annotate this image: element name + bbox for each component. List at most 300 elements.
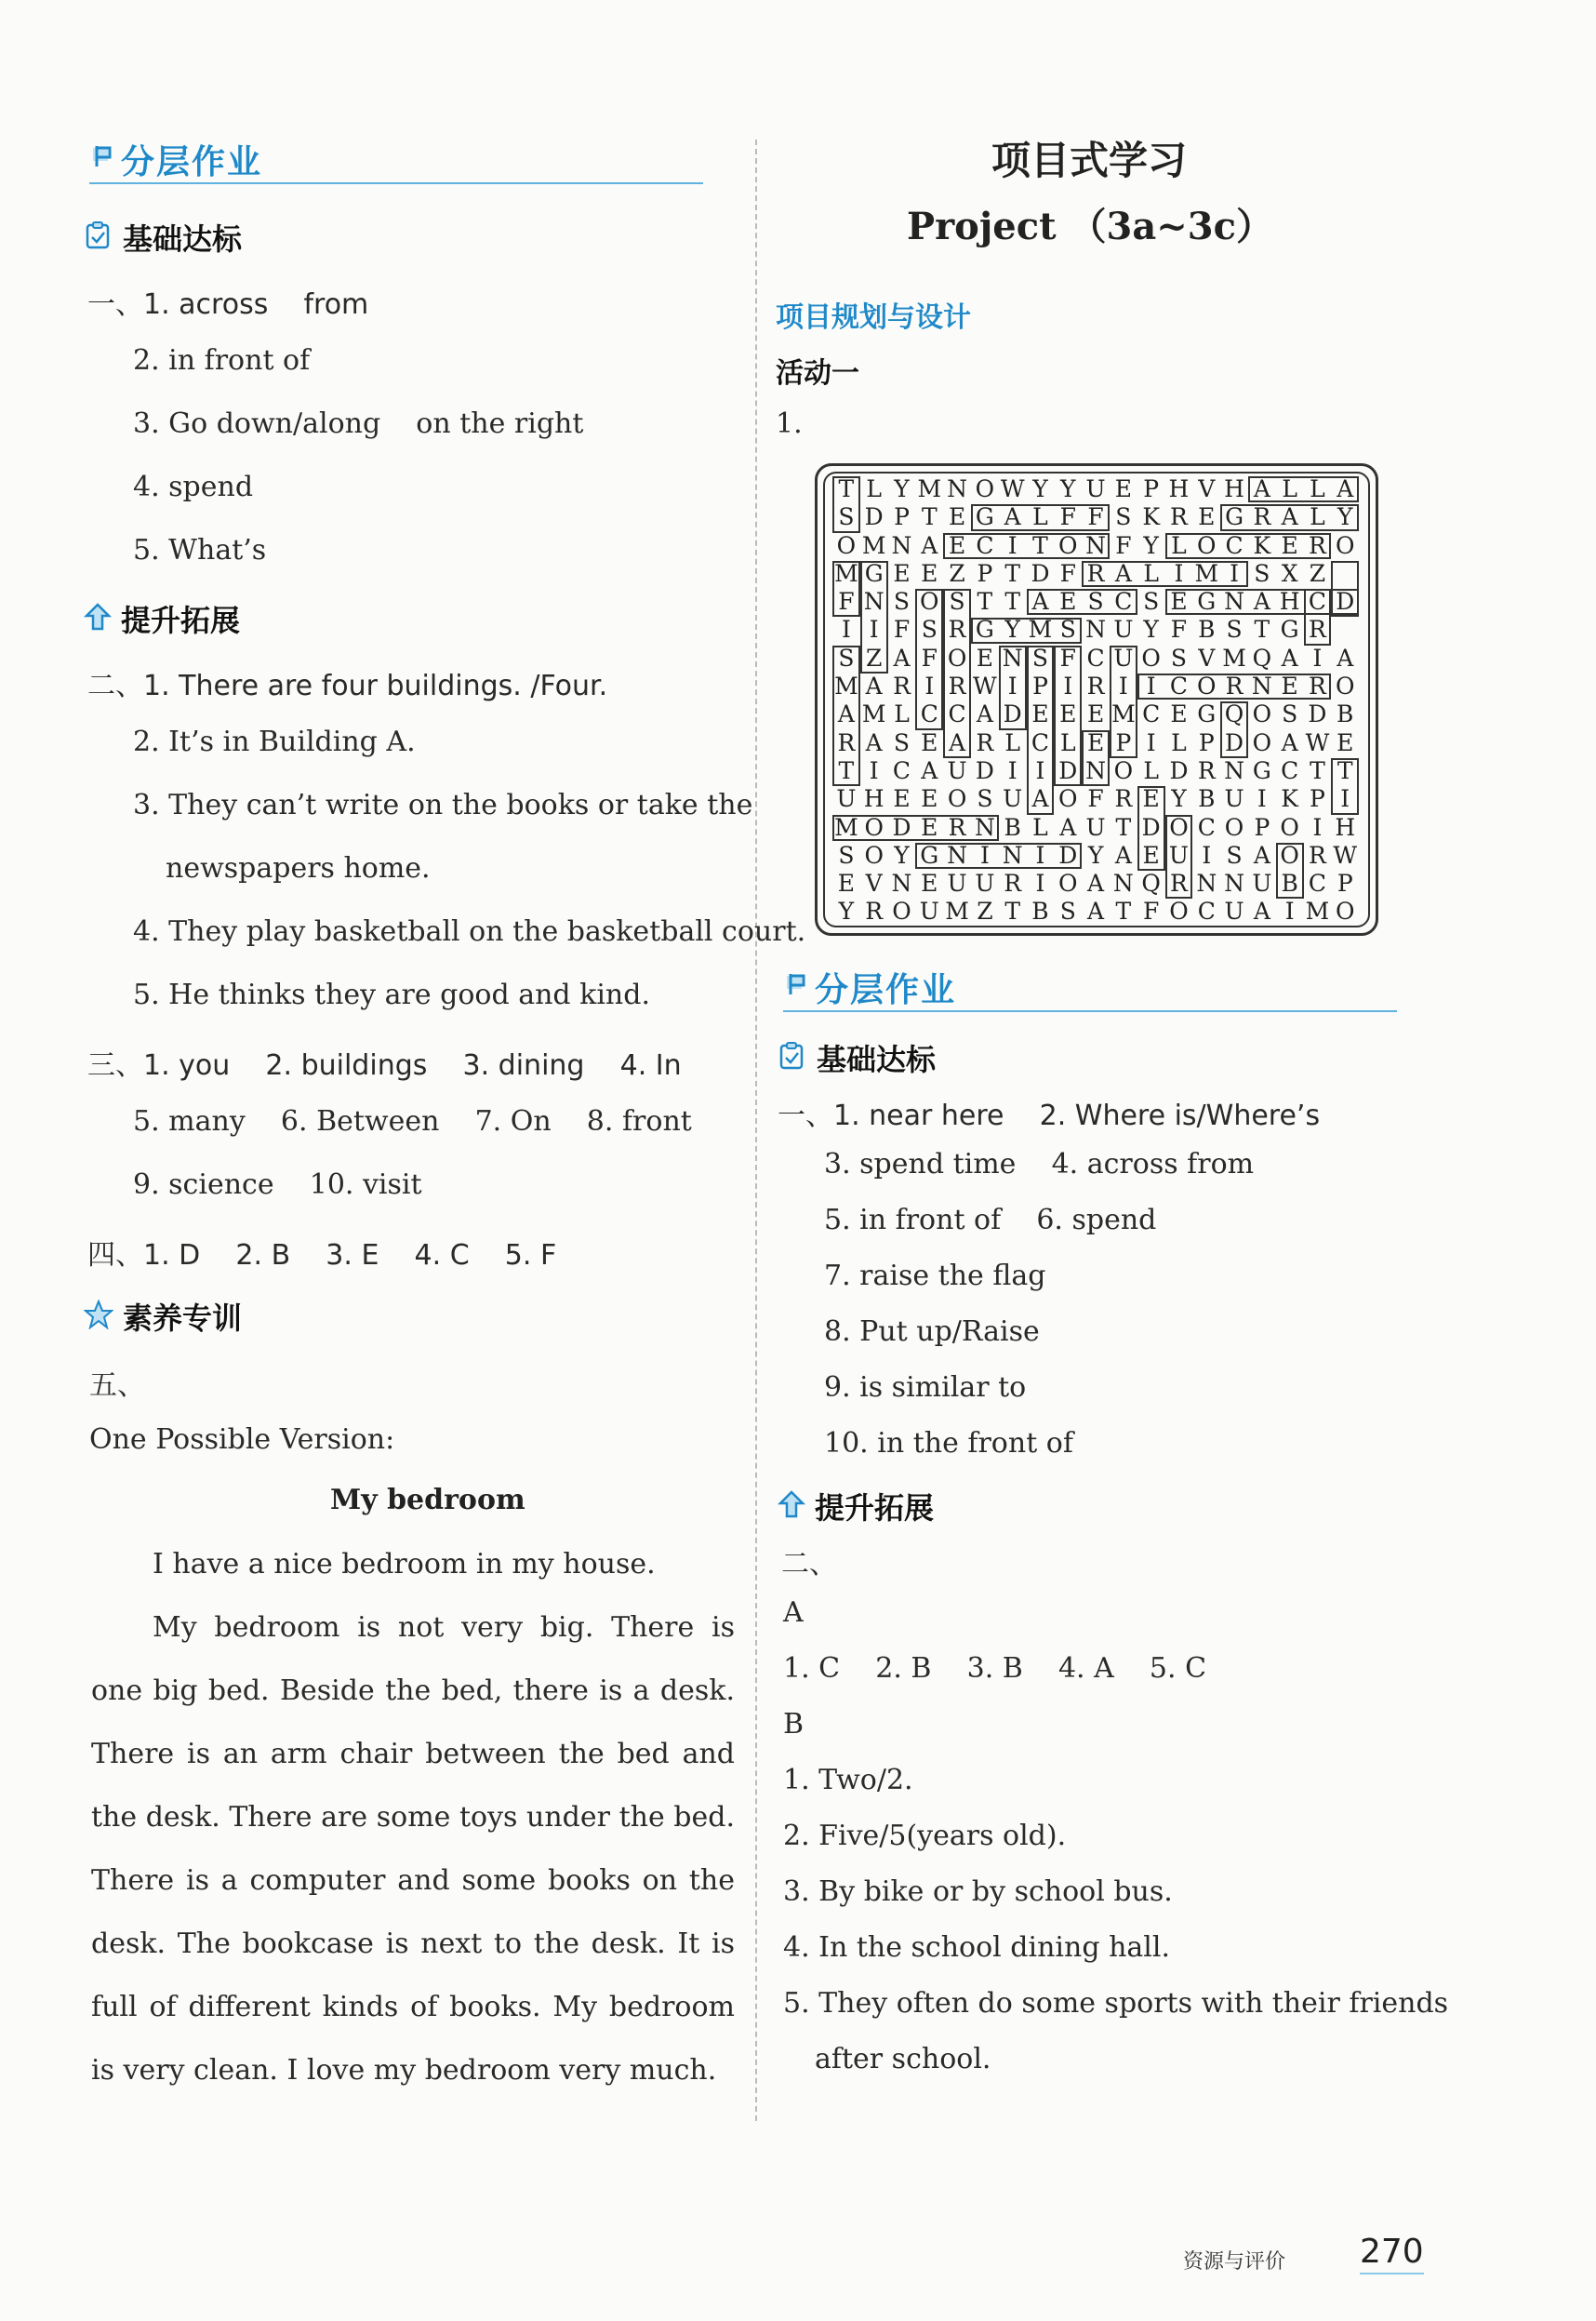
pencil-flag-icon: [783, 970, 815, 1006]
right-sub1-line-2: 3. spend time 4. across from: [824, 1148, 1255, 1181]
left-sub2-line-9: 9. science 10. visit: [133, 1168, 422, 1201]
puzzle-letter: U: [975, 870, 995, 898]
puzzle-letter: W: [1000, 475, 1025, 502]
puzzle-letter: N: [1224, 870, 1244, 898]
puzzle-letter: L: [1004, 728, 1020, 756]
puzzle-letter: S: [1115, 503, 1132, 531]
puzzle-letter: P: [1143, 475, 1160, 502]
puzzle-letter: I: [1035, 870, 1045, 898]
puzzle-letter: O: [947, 644, 967, 672]
puzzle-letter: A: [921, 531, 938, 559]
puzzle-letter: N: [1112, 870, 1134, 898]
puzzle-letter: I: [1146, 728, 1156, 756]
puzzle-letter: O: [1335, 673, 1355, 700]
puzzle-letter: T: [1337, 756, 1353, 784]
puzzle-letter: D: [892, 813, 911, 841]
puzzle-letter: O: [864, 813, 884, 841]
puzzle-letter: A: [1059, 813, 1077, 841]
puzzle-letter: E: [1086, 700, 1105, 728]
puzzle-letter: O: [1197, 531, 1217, 559]
puzzle-letter: D: [1336, 588, 1355, 616]
puzzle-letter: M: [861, 531, 886, 559]
puzzle-letter: S: [838, 644, 855, 672]
puzzle-letter: H: [863, 785, 884, 813]
puzzle-letter: O: [1058, 785, 1078, 813]
puzzle-letter: M: [1305, 898, 1330, 926]
found-word-box: [860, 561, 888, 674]
puzzle-letter: E: [1142, 785, 1160, 813]
puzzle-letter: N: [1196, 870, 1217, 898]
puzzle-letter: E: [1281, 531, 1298, 559]
puzzle-letter: N: [1085, 531, 1106, 559]
puzzle-letter: S: [1282, 700, 1298, 728]
puzzle-letter: F: [838, 588, 855, 616]
puzzle-letter: U: [1113, 616, 1134, 644]
puzzle-letter: T: [1115, 898, 1132, 926]
puzzle-letter: O: [920, 588, 939, 616]
puzzle-letter: I: [1063, 673, 1073, 700]
left-sub3-heading: [84, 1295, 242, 1338]
puzzle-letter: D: [1225, 728, 1244, 756]
puzzle-letter: S: [893, 588, 911, 616]
puzzle-letter: N: [1002, 644, 1023, 672]
puzzle-letter: O: [1169, 813, 1189, 841]
found-word-box: [1248, 476, 1359, 502]
puzzle-letter: I: [1007, 673, 1017, 700]
puzzle-letter: G: [1225, 503, 1244, 531]
left-sub2-line-6: 5. He thinks they are good and kind.: [133, 979, 650, 1011]
puzzle-letter: O: [1113, 756, 1134, 784]
puzzle-letter: D: [1003, 700, 1022, 728]
essay-title: My bedroom: [330, 1484, 525, 1516]
puzzle-letter: L: [1310, 475, 1325, 502]
puzzle-letter: D: [1058, 841, 1078, 869]
puzzle-letter: R: [1004, 870, 1022, 898]
puzzle-letter: N: [1085, 616, 1106, 644]
puzzle-letter: Y: [1143, 616, 1159, 644]
puzzle-letter: E: [1198, 503, 1216, 531]
puzzle-letter: P: [894, 503, 910, 531]
puzzle-letter: Y: [1337, 503, 1353, 531]
left-version-label: One Possible Version:: [89, 1423, 395, 1456]
puzzle-letter: O: [947, 785, 967, 813]
puzzle-letter: R: [1225, 673, 1244, 700]
puzzle-letter: A: [1031, 785, 1049, 813]
puzzle-letter: S: [1031, 644, 1049, 672]
puzzle-letter: I: [1007, 756, 1017, 784]
puzzle-letter: N: [974, 813, 995, 841]
right-sub2-line-5: 1. Two/2.: [783, 1764, 913, 1796]
puzzle-letter: S: [838, 841, 855, 869]
puzzle-letter: A: [1337, 475, 1354, 502]
puzzle-letter: I: [1035, 841, 1045, 869]
puzzle-letter: M: [1111, 700, 1136, 728]
puzzle-letter: Q: [1141, 870, 1161, 898]
puzzle-letter: I: [841, 616, 851, 644]
found-word-box: [1304, 589, 1332, 646]
puzzle-letter: T: [1032, 531, 1048, 559]
puzzle-letter: B: [1198, 785, 1216, 813]
puzzle-letter: M: [1222, 644, 1246, 672]
puzzle-letter: N: [891, 870, 912, 898]
puzzle-letter: M: [861, 700, 886, 728]
puzzle-letter: L: [1032, 813, 1048, 841]
puzzle-letter: D: [1308, 700, 1327, 728]
puzzle-letter: A: [1114, 841, 1132, 869]
puzzle-letter: D: [864, 503, 884, 531]
puzzle-letter: N: [947, 475, 968, 502]
puzzle-letter: S: [1170, 644, 1188, 672]
found-word-box: [832, 476, 860, 533]
puzzle-letter: O: [1058, 531, 1078, 559]
puzzle-letter: R: [1170, 503, 1188, 531]
puzzle-letter: R: [1309, 616, 1326, 644]
puzzle-letter: B: [1281, 870, 1298, 898]
up-arrow-icon: [84, 602, 112, 635]
puzzle-letter: S: [1254, 559, 1270, 587]
puzzle-letter: E: [1170, 588, 1188, 616]
puzzle-letter: R: [893, 673, 911, 700]
puzzle-letter: L: [1143, 559, 1159, 587]
puzzle-letter: Q: [1252, 644, 1272, 672]
puzzle-letter: X: [1281, 559, 1298, 587]
right-sub1-line-3: 5. in front of 6. spend: [824, 1204, 1157, 1236]
puzzle-letter: K: [1142, 503, 1160, 531]
left-sub2-line-2: 2. It’s in Building A.: [133, 726, 416, 758]
found-word-box: [915, 589, 943, 730]
puzzle-letter: D: [1169, 756, 1189, 784]
puzzle-letter: U: [1003, 785, 1023, 813]
puzzle-letter: O: [864, 841, 884, 869]
puzzle-letter: S: [838, 503, 855, 531]
left-sub1-line-3: 3. Go down/along on the right: [133, 407, 584, 440]
puzzle-letter: A: [1253, 841, 1270, 869]
puzzle-letter: U: [919, 898, 939, 926]
puzzle-letter: A: [865, 673, 883, 700]
puzzle-letter: I: [1146, 673, 1156, 700]
puzzle-letter: C: [1197, 898, 1216, 926]
puzzle-letter: K: [1253, 531, 1271, 559]
puzzle-letter: O: [1335, 531, 1355, 559]
found-word-box: [1137, 674, 1332, 700]
puzzle-letter: B: [1004, 813, 1021, 841]
puzzle-letter: A: [1253, 475, 1270, 502]
puzzle-letter: D: [975, 756, 994, 784]
puzzle-letter: G: [1197, 700, 1217, 728]
puzzle-letter: W: [973, 673, 997, 700]
puzzle-letter: R: [1170, 870, 1188, 898]
left-section-title: 分层作业: [121, 143, 263, 181]
page-title-cn: 项目式学习: [991, 138, 1188, 183]
puzzle-letter: Y: [838, 898, 855, 926]
puzzle-letter: F: [921, 644, 938, 672]
puzzle-letter: I: [1340, 785, 1350, 813]
puzzle-letter: L: [1282, 475, 1297, 502]
left-section-heading: [89, 136, 262, 183]
puzzle-letter: B: [1337, 700, 1354, 728]
puzzle-letter: E: [1059, 588, 1077, 616]
puzzle-letter: I: [1174, 559, 1184, 587]
puzzle-letter: O: [1252, 728, 1272, 756]
left-sub1-line-4: 4. spend: [133, 471, 254, 503]
puzzle-letter: N: [1224, 756, 1244, 784]
puzzle-letter: N: [1085, 756, 1106, 784]
puzzle-letter: C: [1308, 588, 1327, 616]
puzzle-letter: Y: [1087, 841, 1104, 869]
puzzle-letter: S: [893, 728, 911, 756]
puzzle-letter: C: [1142, 700, 1161, 728]
puzzle-letter: E: [1086, 728, 1105, 756]
clipboard-check-icon: [84, 220, 113, 254]
puzzle-letter: T: [977, 588, 993, 616]
puzzle-letter: M: [834, 813, 858, 841]
puzzle-letter: H: [1335, 813, 1356, 841]
puzzle-letter: F: [1087, 785, 1104, 813]
puzzle-letter: T: [1004, 898, 1021, 926]
puzzle-letter: O: [1058, 870, 1078, 898]
puzzle-letter: A: [1114, 559, 1132, 587]
puzzle-letter: O: [1280, 813, 1299, 841]
puzzle-letter: C: [1114, 588, 1133, 616]
right-sub1-line-4: 7. raise the flag: [824, 1260, 1046, 1292]
puzzle-letter: F: [1115, 531, 1132, 559]
puzzle-letter: E: [893, 559, 911, 587]
puzzle-letter: R: [1086, 673, 1105, 700]
puzzle-letter: T: [1254, 616, 1270, 644]
left-sub2-line-1: 二、1. There are four buildings. /Four.: [87, 670, 608, 702]
puzzle-letter: N: [891, 531, 912, 559]
found-word-box: [1137, 786, 1165, 871]
puzzle-letter: O: [975, 475, 995, 502]
found-word-box: [832, 561, 860, 618]
essay-paragraph-1: [91, 1533, 735, 1596]
puzzle-letter: Y: [1004, 616, 1020, 644]
found-word-box: [1082, 561, 1248, 587]
puzzle-letter: F: [1142, 898, 1160, 926]
right-section-underline: [783, 1010, 1397, 1012]
puzzle-letter: R: [1309, 841, 1326, 869]
puzzle-letter: A: [865, 728, 883, 756]
left-sub1-line-5: 5. What’s: [133, 534, 267, 567]
found-word-box: [1110, 646, 1137, 758]
puzzle-letter: W: [1333, 841, 1358, 869]
left-sub1-line-1: 一、1. across from: [87, 288, 369, 321]
star-icon: [84, 1300, 113, 1333]
puzzle-letter: T: [838, 475, 855, 502]
puzzle-letter: U: [1168, 841, 1189, 869]
puzzle-letter: I: [1007, 531, 1017, 559]
puzzle-letter: E: [1170, 700, 1188, 728]
puzzle-letter: T: [1310, 756, 1325, 784]
puzzle-letter: L: [866, 475, 882, 502]
puzzle-letter: D: [1031, 559, 1050, 587]
puzzle-letter: R: [1309, 673, 1326, 700]
left-sub2-heading: [84, 597, 240, 640]
found-word-box: [999, 646, 1027, 730]
puzzle-letter: E: [1114, 475, 1132, 502]
puzzle-letter: Q: [1224, 700, 1244, 728]
found-word-box: [1220, 701, 1248, 758]
right-sub2-line-3: 1. C 2. B 3. B 4. A 5. C: [783, 1652, 1207, 1685]
puzzle-row: [832, 645, 1359, 673]
puzzle-letter: L: [1171, 531, 1187, 559]
found-word-box: [1027, 646, 1055, 815]
puzzle-letter: G: [1280, 616, 1299, 644]
puzzle-letter: P: [1032, 673, 1048, 700]
puzzle-letter: I: [869, 756, 879, 784]
puzzle-row: [832, 785, 1359, 813]
found-word-box: [1054, 646, 1082, 787]
puzzle-letter: R: [1309, 531, 1326, 559]
page-title-en: Project （3a~3c）: [907, 205, 1273, 248]
puzzle-letter: E: [921, 728, 938, 756]
puzzle-letter: F: [1059, 503, 1076, 531]
essay-p2-text: My bedroom is not very big. There is one big bed. Beside the bed, there is a desk. There is an arm chair between the bed and the desk. There are some toys under the bed. There is a computer and some books on the desk. The bookcase is next to the desk. It is full of different kinds of books. My bedroom is very clean. I love my bedroom very much.: [91, 1611, 735, 2087]
puzzle-letter: E: [1059, 700, 1077, 728]
puzzle-letter: A: [976, 700, 993, 728]
puzzle-letter: L: [1143, 756, 1159, 784]
puzzle-letter: F: [1059, 644, 1076, 672]
puzzle-letter: R: [948, 813, 966, 841]
right-sub1-title: 基础达标: [817, 1042, 937, 1077]
puzzle-letter: L: [1059, 728, 1076, 756]
puzzle-letter: Y: [1060, 475, 1076, 502]
puzzle-letter: M: [917, 475, 942, 502]
footer-label: 资源与评价: [1183, 2250, 1286, 2274]
found-word-box: [832, 646, 860, 787]
puzzle-letter: I: [979, 841, 990, 869]
puzzle-letter: O: [1335, 898, 1355, 926]
puzzle-letter: M: [834, 673, 858, 700]
puzzle-letter: O: [1141, 644, 1161, 672]
found-word-box: [1165, 533, 1332, 559]
right-section-heading: [783, 964, 956, 1011]
puzzle-letter: O: [1252, 700, 1272, 728]
puzzle-letter: G: [1252, 756, 1271, 784]
puzzle-letter: R: [1253, 503, 1271, 531]
essay-paragraph-2: [91, 1596, 735, 2102]
page-number: 270: [1360, 2233, 1424, 2274]
puzzle-letter: Y: [1143, 531, 1159, 559]
puzzle-letter: B: [1198, 616, 1216, 644]
left-sub3-title: 素养专训: [123, 1301, 243, 1336]
right-sub2-title: 提升拓展: [815, 1490, 935, 1526]
puzzle-letter: U: [1085, 813, 1106, 841]
puzzle-letter: S: [977, 785, 993, 813]
right-sub2-heading: [778, 1485, 934, 1527]
found-word-box: [971, 504, 1110, 530]
found-word-box: [971, 618, 1082, 644]
puzzle-letter: Y: [894, 841, 910, 869]
found-word-box: [915, 843, 1082, 869]
puzzle-letter: O: [1169, 898, 1189, 926]
puzzle-letter: P: [1198, 728, 1215, 756]
left-sub2-line-3: 3. They can’t write on the books or take the: [133, 789, 753, 821]
left-sub2-line-10: 四、1. D 2. B 3. E 4. C 5. F: [87, 1239, 557, 1272]
found-word-box: [1220, 504, 1359, 530]
puzzle-letter: E: [921, 559, 938, 587]
found-word-box: [1331, 758, 1359, 815]
puzzle-letter: A: [1087, 870, 1105, 898]
puzzle-letter: V: [1198, 644, 1216, 672]
activity-title: 活动一: [776, 357, 859, 390]
puzzle-letter: R: [1197, 756, 1216, 784]
puzzle-letter: Z: [977, 898, 993, 926]
left-section-underline: [89, 182, 703, 184]
puzzle-letter: H: [1279, 588, 1300, 616]
puzzle-letter: P: [1115, 728, 1132, 756]
right-sub2-line-10: after school.: [815, 2043, 991, 2075]
puzzle-letter: U: [947, 756, 967, 784]
left-sub1-heading: [84, 216, 242, 259]
puzzle-letter: A: [1253, 898, 1270, 926]
right-section-title: 分层作业: [815, 971, 957, 1009]
puzzle-letter: C: [1281, 756, 1299, 784]
right-sub1-line-7: 10. in the front of: [824, 1427, 1073, 1460]
puzzle-letter: T: [1004, 588, 1021, 616]
right-sub1-line-5: 8. Put up/Raise: [824, 1315, 1040, 1348]
puzzle-letter: K: [1281, 785, 1298, 813]
puzzle-letter: S: [1226, 841, 1243, 869]
puzzle-letter: T: [1004, 559, 1021, 587]
puzzle-row: [832, 616, 1359, 644]
puzzle-letter: M: [945, 898, 969, 926]
puzzle-letter: F: [1170, 616, 1188, 644]
puzzle-letter: E: [837, 870, 856, 898]
puzzle-letter: E: [1031, 700, 1049, 728]
puzzle-letter: G: [864, 559, 884, 587]
puzzle-letter: I: [1312, 813, 1323, 841]
essay-p1-text: I have a nice bedroom in my house.: [153, 1548, 656, 1581]
puzzle-letter: A: [1281, 728, 1298, 756]
puzzle-letter: E: [948, 531, 966, 559]
puzzle-letter: Y: [1032, 475, 1048, 502]
plan-title: 项目规划与设计: [776, 301, 971, 334]
puzzle-letter: B: [1031, 898, 1049, 926]
puzzle-letter: T: [1115, 813, 1132, 841]
up-arrow-icon: [778, 1489, 805, 1523]
puzzle-letter: R: [865, 898, 884, 926]
puzzle-letter: A: [893, 644, 911, 672]
left-five-label: 五、: [89, 1369, 145, 1402]
puzzle-letter: A: [1337, 644, 1354, 672]
right-sub2-line-6: 2. Five/5(years old).: [783, 1820, 1067, 1852]
puzzle-letter: L: [1032, 503, 1048, 531]
left-sub2-line-4: newspapers home.: [166, 852, 431, 885]
item-1-label: 1.: [776, 407, 803, 440]
puzzle-letter: I: [1312, 644, 1323, 672]
puzzle-letter: Z: [866, 644, 883, 672]
puzzle-letter: A: [837, 700, 855, 728]
puzzle-letter: G: [1197, 588, 1217, 616]
puzzle-letter: T: [838, 756, 855, 784]
puzzle-letter: N: [1002, 841, 1023, 869]
right-sub2-line-2: A: [783, 1596, 804, 1629]
puzzle-letter: C: [1169, 673, 1189, 700]
puzzle-letter: E: [921, 813, 938, 841]
puzzle-letter: F: [893, 616, 911, 644]
puzzle-letter: O: [1197, 673, 1217, 700]
puzzle-letter: E: [893, 785, 911, 813]
puzzle-letter: A: [1087, 898, 1105, 926]
puzzle-letter: C: [1197, 813, 1216, 841]
found-word-box: [943, 589, 971, 758]
puzzle-letter: W: [1305, 728, 1330, 756]
puzzle-letter: E: [976, 644, 993, 672]
puzzle-letter: N: [1224, 588, 1244, 616]
puzzle-letter: A: [1253, 588, 1270, 616]
puzzle-letter: H: [1168, 475, 1190, 502]
